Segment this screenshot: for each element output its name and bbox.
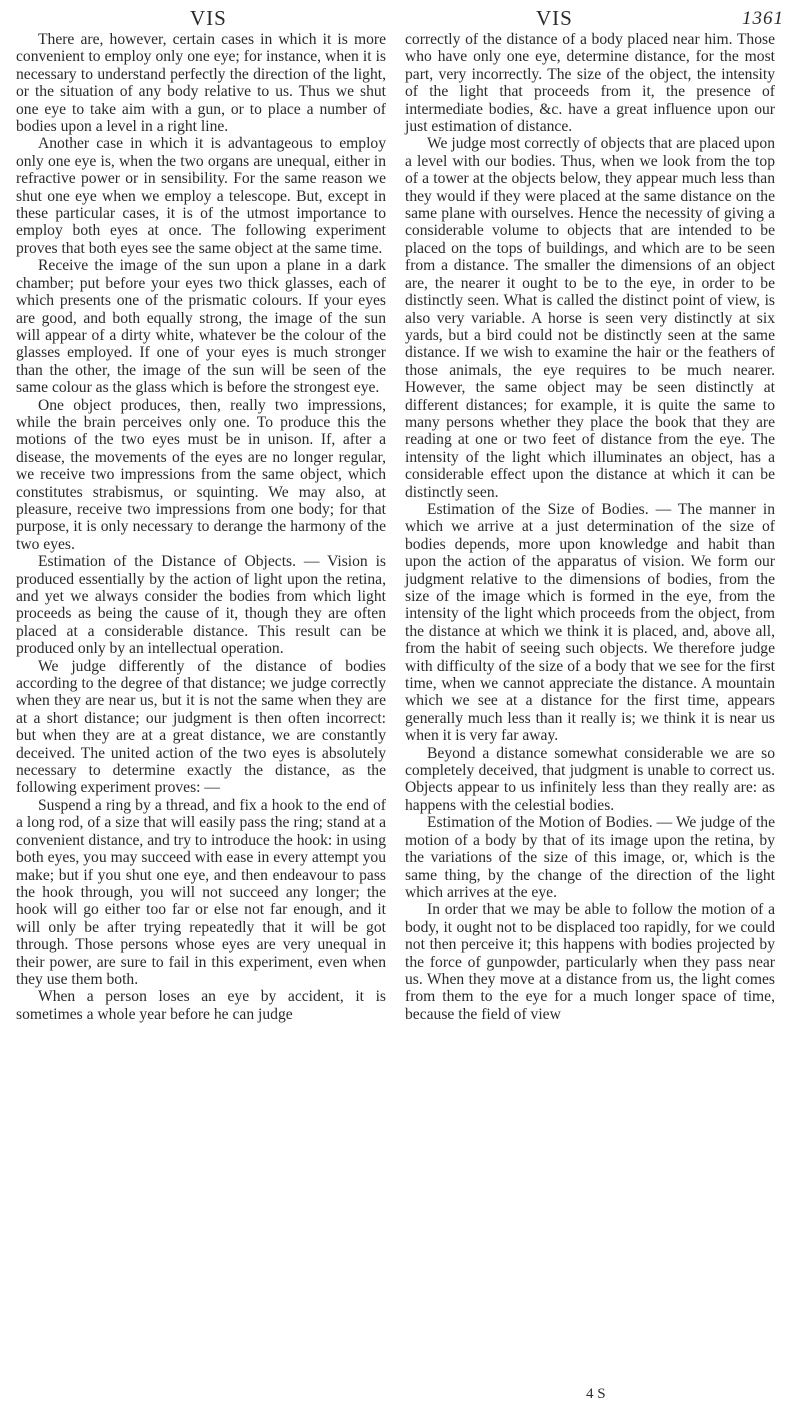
paragraph: Another case in which it is advantageous to employ only one eye is, when the two organs are unequal, either in refractive power or in sensibility. For the same reason we shut one eye when we employ a telescope. But, except in these particular cases, it is of the utmost importance to employ both eyes at once. The following experiment proves that both eyes see the same object at the same time. [16, 135, 386, 257]
paragraph: There are, however, certain cases in which it is more convenient to employ only one eye; for instance, when it is necessary to understand perfectly the direction of the light, or the situation of any body relative to us. Thus we shut one eye to take aim with a gun, or to place a number of bodies upon a level in a right line. [16, 31, 386, 136]
running-head-left: VIS [190, 6, 227, 30]
paragraph: Beyond a distance somewhat considerable we are so completely deceived, that judgment is unable to correct us. Objects appear to us infinitely less than they really are: as happens with the celestial bodies. [405, 744, 775, 814]
paragraph: correctly of the distance of a body placed near him. Those who have only one eye, determine distance, for the most part, very incorrectly. The size of the object, the intensity of the light that proceeds from it, the presence of intermediate bodies, &c. have a great influence upon our just estimation of distance. [405, 31, 775, 136]
paragraph: We judge most correctly of objects that are placed upon a level with our bodies. Thus, when we look from the top of a tower at the objects below, they appear much less than they would if they were placed at the same distance on the same plane with ourselves. Hence the necessity of giving a considerable volume to objects that are intended to be placed on the tops of buildings, and which are to be seen from a distance. The smaller the dimensions of an object are, the nearer it ought to be to the eye, in order to be distinctly seen. What is called the distinct point of view, is also very variable. A horse is seen very distinctly at six yards, but a bird could not be distinctly seen at the same distance. If we wish to examine the hair or the feathers of those animals, the eye requires to be much nearer. However, the same object may be seen distinctly at different distances; for example, it is quite the same to many persons whether they place the book that they are reading at one or two feet of distance from the eye. The intensity of the light which illuminates an object, has a considerable effect upon the distance at which it can be distinctly seen. [405, 135, 775, 501]
paragraph: One object produces, then, really two impressions, while the brain perceives only one. To produce this the motions of the two eyes must be in unison. If, after a disease, the movements of the eyes are no longer regular, we receive two impressions from the same object, which constitutes strabismus, or squinting. We may also, at pleasure, receive two impressions from one body; for that purpose, it is only necessary to derange the harmony of the two eyes. [16, 396, 386, 553]
running-head-right: VIS [536, 6, 573, 30]
paragraph: In order that we may be able to follow the motion of a body, it ought not to be displaced too rapidly, for we could not then perceive it; this happens with bodies projected by the force of gunpowder, particularly when they pass near us. When they move at a distance from us, the light comes from them to the eye for a much longer space of time, because the field of view [405, 901, 775, 1023]
paragraph: We judge differently of the distance of bodies according to the degree of that distance; we judge correctly when they are near us, but it is not the same when they are at a short distance; our judgment is then often incorrect: but when they are at a great distance, we are constantly deceived. The united action of the two eyes is absolutely necessary to determine exactly the distance, as the following experiment proves: — [16, 657, 386, 797]
paragraph: Estimation of the Distance of Objects. — Vision is produced essentially by the action of light upon the retina, and yet we always consider the bodies from which light proceeds as being the cause of it, though they are often placed at a considerable distance. This result can be produced only by an intellectual operation. [16, 553, 386, 658]
left-column [16, 31, 386, 1023]
right-column [405, 31, 775, 1023]
paragraph: When a person loses an eye by accident, it is sometimes a whole year before he can judge [16, 988, 386, 1023]
page-number: 1361 [742, 8, 784, 29]
signature-mark: 4 S [586, 1386, 606, 1402]
paragraph: Receive the image of the sun upon a plane in a dark chamber; put before your eyes two thick glasses, each of which presents one of the prismatic colours. If your eyes are good, and both equally strong, the image of the sun will appear of a dirty white, whatever be the colour of the glasses employed. If one of your eyes is much stronger than the other, the image of the sun will be seen of the same colour as the glass which is before the strongest eye. [16, 257, 386, 397]
paragraph: Suspend a ring by a thread, and fix a hook to the end of a long rod, of a size that will easily pass the ring; stand at a convenient distance, and try to introduce the hook: in using both eyes, you may succeed with ease in every attempt you make; but if you shut one eye, and then endeavour to pass the hook through, you will not succeed any longer; the hook will go either too far or else not far enough, and it will only be after trying repeatedly that it will be got through. Those persons whose eyes are very unequal in their power, are sure to fail in this experiment, even when they use them both. [16, 796, 386, 988]
paragraph: Estimation of the Motion of Bodies. — We judge of the motion of a body by that of its image upon the retina, by the variations of the size of this image, or, which is the same thing, by the change of the direction of the light which arrives at the eye. [405, 814, 775, 901]
paragraph: Estimation of the Size of Bodies. — The manner in which we arrive at a just determination of the size of bodies depends, more upon knowledge and habit than upon the action of the apparatus of vision. We form our judgment relative to the dimensions of bodies, from the size of the image which is formed in the eye, from the intensity of the light which proceeds from the object, from the distance at which we think it is placed, and, above all, from the habit of seeing such objects. We therefore judge with difficulty of the size of a body that we see for the first time, when we cannot appreciate the distance. A mountain which we see at a distance for the first time, appears generally much less than it really is; we think it is near us when it is very far away. [405, 500, 775, 745]
